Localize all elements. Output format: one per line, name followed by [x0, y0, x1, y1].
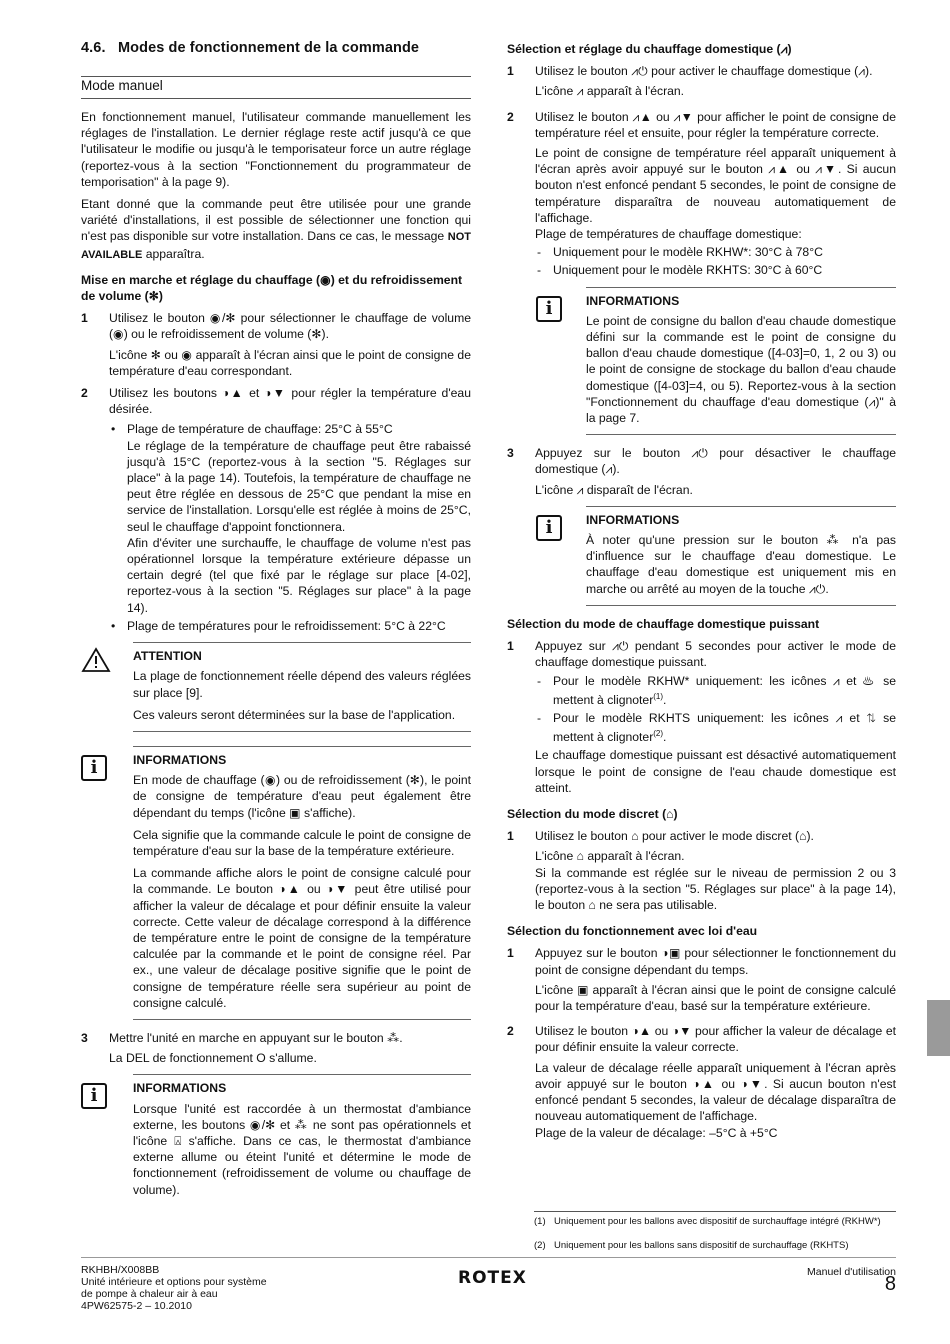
- info-icon: i: [536, 515, 562, 541]
- code-not-available: NOT AVAILABLE: [81, 231, 472, 261]
- info-icon: i: [81, 755, 107, 781]
- paragraph: En fonctionnement manuel, l'utilisateur commande manuellement les réglages de l'installation. Le dernier réglage reste actif jusqu'à ce que l'utilisateur le modifie ou jusqu'à le temporisateur force un autre réglage (reportez-vous à la section "Fonctionnement du programmateur de temporisation" à la page 9).: [81, 110, 471, 189]
- heading-loi-eau: Sélection du fonctionnement avec loi d'eau: [507, 924, 758, 939]
- list-item: - Uniquement pour le modèle RKHTS: 30°C à 60°C: [537, 263, 823, 278]
- list-item: • Plage de température de chauffage: 25°C à 55°C Le réglage de la température de chauffage peut être rabaissé jusqu'à 15°C (reportez-vous à la section "5. Réglages sur place" à la page 14). Toutefois, la température de chauffage ne peut être réglée en dessous de 25°C que pendant la mise en service de l'installation. Lorsqu'elle est réglée à moins de 25°C, seul le chauffage d'appoint fonctionnera. Afin d'éviter une surchauffe, le chauffage de volume n'est pas opérationnel lorsque la température extérieure dépasse un certain degré (tel que fixé par le réglage sur place [4-02], reportez-vous à la section "5. Réglages sur place" à la page 14).: [111, 422, 471, 615]
- heading-chauffage-domestique: Sélection et réglage du chauffage domestique (⩘): [507, 42, 792, 56]
- footer-left: RKHBH/X008BB Unité intérieure et options pour système de pompe à chaleur air à eau 4PW62575-2 – 10.2010: [81, 1264, 267, 1312]
- info-title: INFORMATIONS: [586, 512, 680, 527]
- info-box: i INFORMATIONS Le point de consigne du ballon d'eau chaude domestique défini sur la commande est le point de consigne du ballon d'eau chaude domestique ([4-03]=0, 1, 2 ou 3) ou le point de consigne de stockage du ballon d'eau chaude domestique ([4-03]=4, ou 5). Reportez-vous à la section "Fonctionnement du chauffage d'eau domestique (⩘)" à la page 7.: [586, 287, 896, 436]
- info-icon: i: [536, 296, 562, 322]
- footnote: (2) Uniquement pour les ballons sans dispositif de surchauffage (RKHTS): [534, 1240, 849, 1251]
- left-column: [81, 109, 471, 1218]
- step: 1 Appuyez sur ⩘⏻ pendant 5 secondes pour activer le mode de chauffage domestique puissant. - Pour le modèle RKHW* uniquement: les icônes ⩘ et ♨ se mettent à clignoter$^{(1)}$. - Pour le modèle RKHTS uniquement: les icônes ⩘ et ⇅ se mettent à clignoter$^{(2)}$. Le chauffage domestique puissant est désactivé automatiquement lorsque le point de consigne de l'eau chaude domestique est atteint.: [507, 639, 896, 795]
- section-number: 4.6.: [81, 40, 106, 56]
- attention-title: ATTENTION: [133, 649, 202, 664]
- footer-manual: Manuel d'utilisation: [807, 1266, 896, 1278]
- attention-box: ATTENTION La plage de fonctionnement réelle dépend des valeurs réglées sur place [9]. Ces valeurs seront déterminées sur la base de l'application.: [133, 642, 471, 732]
- info-title: INFORMATIONS: [133, 1081, 227, 1096]
- footnote: (1) Uniquement pour les ballons avec dispositif de surchauffage intégré (RKHW*): [534, 1216, 881, 1227]
- list-item: - Uniquement pour le modèle RKHW*: 30°C à 78°C: [537, 245, 823, 260]
- list-item: • Plage de températures pour le refroidissement: 5°C à 22°C: [111, 618, 446, 633]
- heading-chauffage-volume: Mise en marche et réglage du chauffage (◉) et du refroidissement de volume (✻): [81, 272, 463, 304]
- step: 3 Mettre l'unité en marche en appuyant sur le bouton ⁂. La DEL de fonctionnement O s'allume.: [81, 1030, 403, 1066]
- step: 1 Utilisez le bouton ⌂ pour activer le mode discret (⌂). L'icône ⌂ apparaît à l'écran. Si la commande est réglée sur le niveau de permission 2 ou 3 (reportez-vous à la section "5. Réglages sur place" à la page 14), le bouton ⌂ ne sera pas utilisable.: [507, 829, 896, 913]
- subsection-title: Mode manuel: [81, 76, 471, 99]
- list-item: - Pour le modèle RKHTS uniquement: les icônes ⩘ et ⇅ se mettent à clignoter$^{(2)}$.: [537, 710, 896, 745]
- info-box: i INFORMATIONS En mode de chauffage (◉) ou de refroidissement (✻), le point de consigne de température d'eau peut également être dépendant du temps (l'icône ▣ s'affiche). Cela signifie que la commande calcule le point de consigne de température d'eau sur la base de la température extérieure. La commande affiche alors le point de consigne calculé pour la commande. Le bouton ◑▲ ou ◑▼ peut être utilisé pour afficher la valeur de décalage et pour définir ensuite la valeur correcte. Cette valeur de décalage correspond à la différence de température entre le point de consigne de la température calculée par la commande et le point de consigne réel. Par ex., une valeur de décalage positive signifie que le point de consigne de température réelle sera supérieur au point de consigne calculé.: [133, 746, 471, 1020]
- step: 1 Appuyez sur le bouton ◑▣ pour sélectionner le fonctionnement du point de consigne dépendant du temps. L'icône ▣ apparaît à l'écran ainsi que le point de consigne calculé pour la température d'eau, basé sur la température extérieure.: [507, 946, 896, 1014]
- heading-discret: Sélection du mode discret (⌂): [507, 807, 678, 822]
- step: 1 Utilisez le bouton ◉/✻ pour sélectionner le chauffage de volume (◉) ou le refroidissement de volume (✻). L'icône ✻ ou ◉ apparaît à l'écran ainsi que le point de consigne de température d'eau correspondant.: [81, 311, 471, 378]
- footnote-rule: [534, 1211, 896, 1212]
- info-icon: i: [81, 1083, 107, 1109]
- section-title: [81, 40, 419, 56]
- rotex-logo: ROTEX: [458, 1268, 527, 1288]
- footer-rule: [81, 1257, 896, 1258]
- step: 2 Utilisez le bouton ◑▲ ou ◑▼ pour afficher la valeur de décalage et pour définir ensuite la valeur correcte. La valeur de décalage réelle apparaît uniquement à l'écran après avoir appuyé sur le bouton ◑▲ ou ◑▼. Si aucun bouton n'est enfoncé pendant 5 secondes, la valeur de décalage disparaîtra de nouveau automatiquement de l'affichage. Plage de la valeur de décalage: –5°C à +5°C: [507, 1024, 896, 1140]
- step: 2 Utilisez les boutons ◑▲ et ◑▼ pour régler la température d'eau désirée. • Plage de température de chauffage: 25°C à 55°C Le réglage de la température de chauffage peut être rabaissé jusqu'à 15°C (reportez-vous à la section "5. Réglages sur place" à la page 14). Toutefois, la température de chauffage ne peut être réglée en dessous de 25°C que pendant la mise en service de l'installation. Lorsqu'elle est réglée à moins de 25°C, seul le chauffage d'appoint fonctionnera. Afin d'éviter une surchauffe, le chauffage de volume n'est pas opérationnel lorsque la température extérieure dépasse un certain degré (tel que fixé par le réglage sur place [4-02], reportez-vous à la section "5. Réglages sur place" à la page 14). • Plage de températures pour le refroidissement: 5°C à 22°C: [81, 386, 471, 633]
- heading-puissant: Sélection du mode de chauffage domestique puissant: [507, 616, 820, 631]
- right-column: [507, 41, 896, 1147]
- page-number: 8: [884, 1273, 896, 1295]
- paragraph: Etant donné que la commande peut être utilisée pour une grande variété d'installations, il est possible de sélectionner une fonction qui n'est pas disponible sur votre installation. Dans ce cas, le message NOT AVAILABLE apparaîtra.: [81, 197, 472, 261]
- info-box: i INFORMATIONS Lorsque l'unité est raccordée à un thermostat d'ambiance externe, les boutons ◉/✻ et ⁂ ne sont pas opérationnels et l'icône ⍓ s'affiche. Dans ce cas, le thermostat d'ambiance externe allume ou éteint l'unité et détermine le mode de fonctionnement (refroidissement de volume ou chauffage de volume).: [133, 1074, 471, 1209]
- step: 1 Utilisez le bouton ⩘⏻ pour activer le chauffage domestique (⩘). L'icône ⩘ apparaît à l'écran.: [507, 64, 873, 99]
- info-title: INFORMATIONS: [133, 752, 227, 767]
- step: 2 Utilisez le bouton ⩘▲ ou ⩘▼ pour afficher le point de consigne de température réel et ensuite, pour régler la température correcte. Le point de consigne de température réel apparaît uniquement à l'écran après avoir appuyé sur le bouton ⩘▲ ou ⩘▼. Si aucun bouton n'est enfoncé pendant 5 secondes, le point de consigne de température disparaîtra de nouveau automatiquement de l'affichage. Plage de températures de chauffage domestique: - Uniquement pour le modèle RKHW*: 30°C à 78°C - Uniquement pour le modèle RKHTS: 30°C à 60°C: [507, 109, 896, 278]
- step: 3 Appuyez sur le bouton ⩘⏻ pour désactiver le chauffage domestique (⩘). L'icône ⩘ disparaît de l'écran.: [507, 446, 896, 497]
- chapter-tab: [927, 1000, 950, 1056]
- info-box: i INFORMATIONS À noter qu'une pression sur le bouton ⁂ n'a pas d'influence sur le chauffage d'eau domestique. Le chauffage d'eau domestique est uniquement mis en marche ou arrêté au moyen de la touche ⩘⏻.: [586, 506, 896, 606]
- warning-icon: [81, 647, 111, 673]
- section-title-text: Modes de fonctionnement de la commande: [117, 40, 420, 56]
- list-item: - Pour le modèle RKHW* uniquement: les icônes ⩘ et ♨ se mettent à clignoter$^{(1)}$.: [537, 673, 896, 707]
- info-title: INFORMATIONS: [586, 293, 680, 308]
